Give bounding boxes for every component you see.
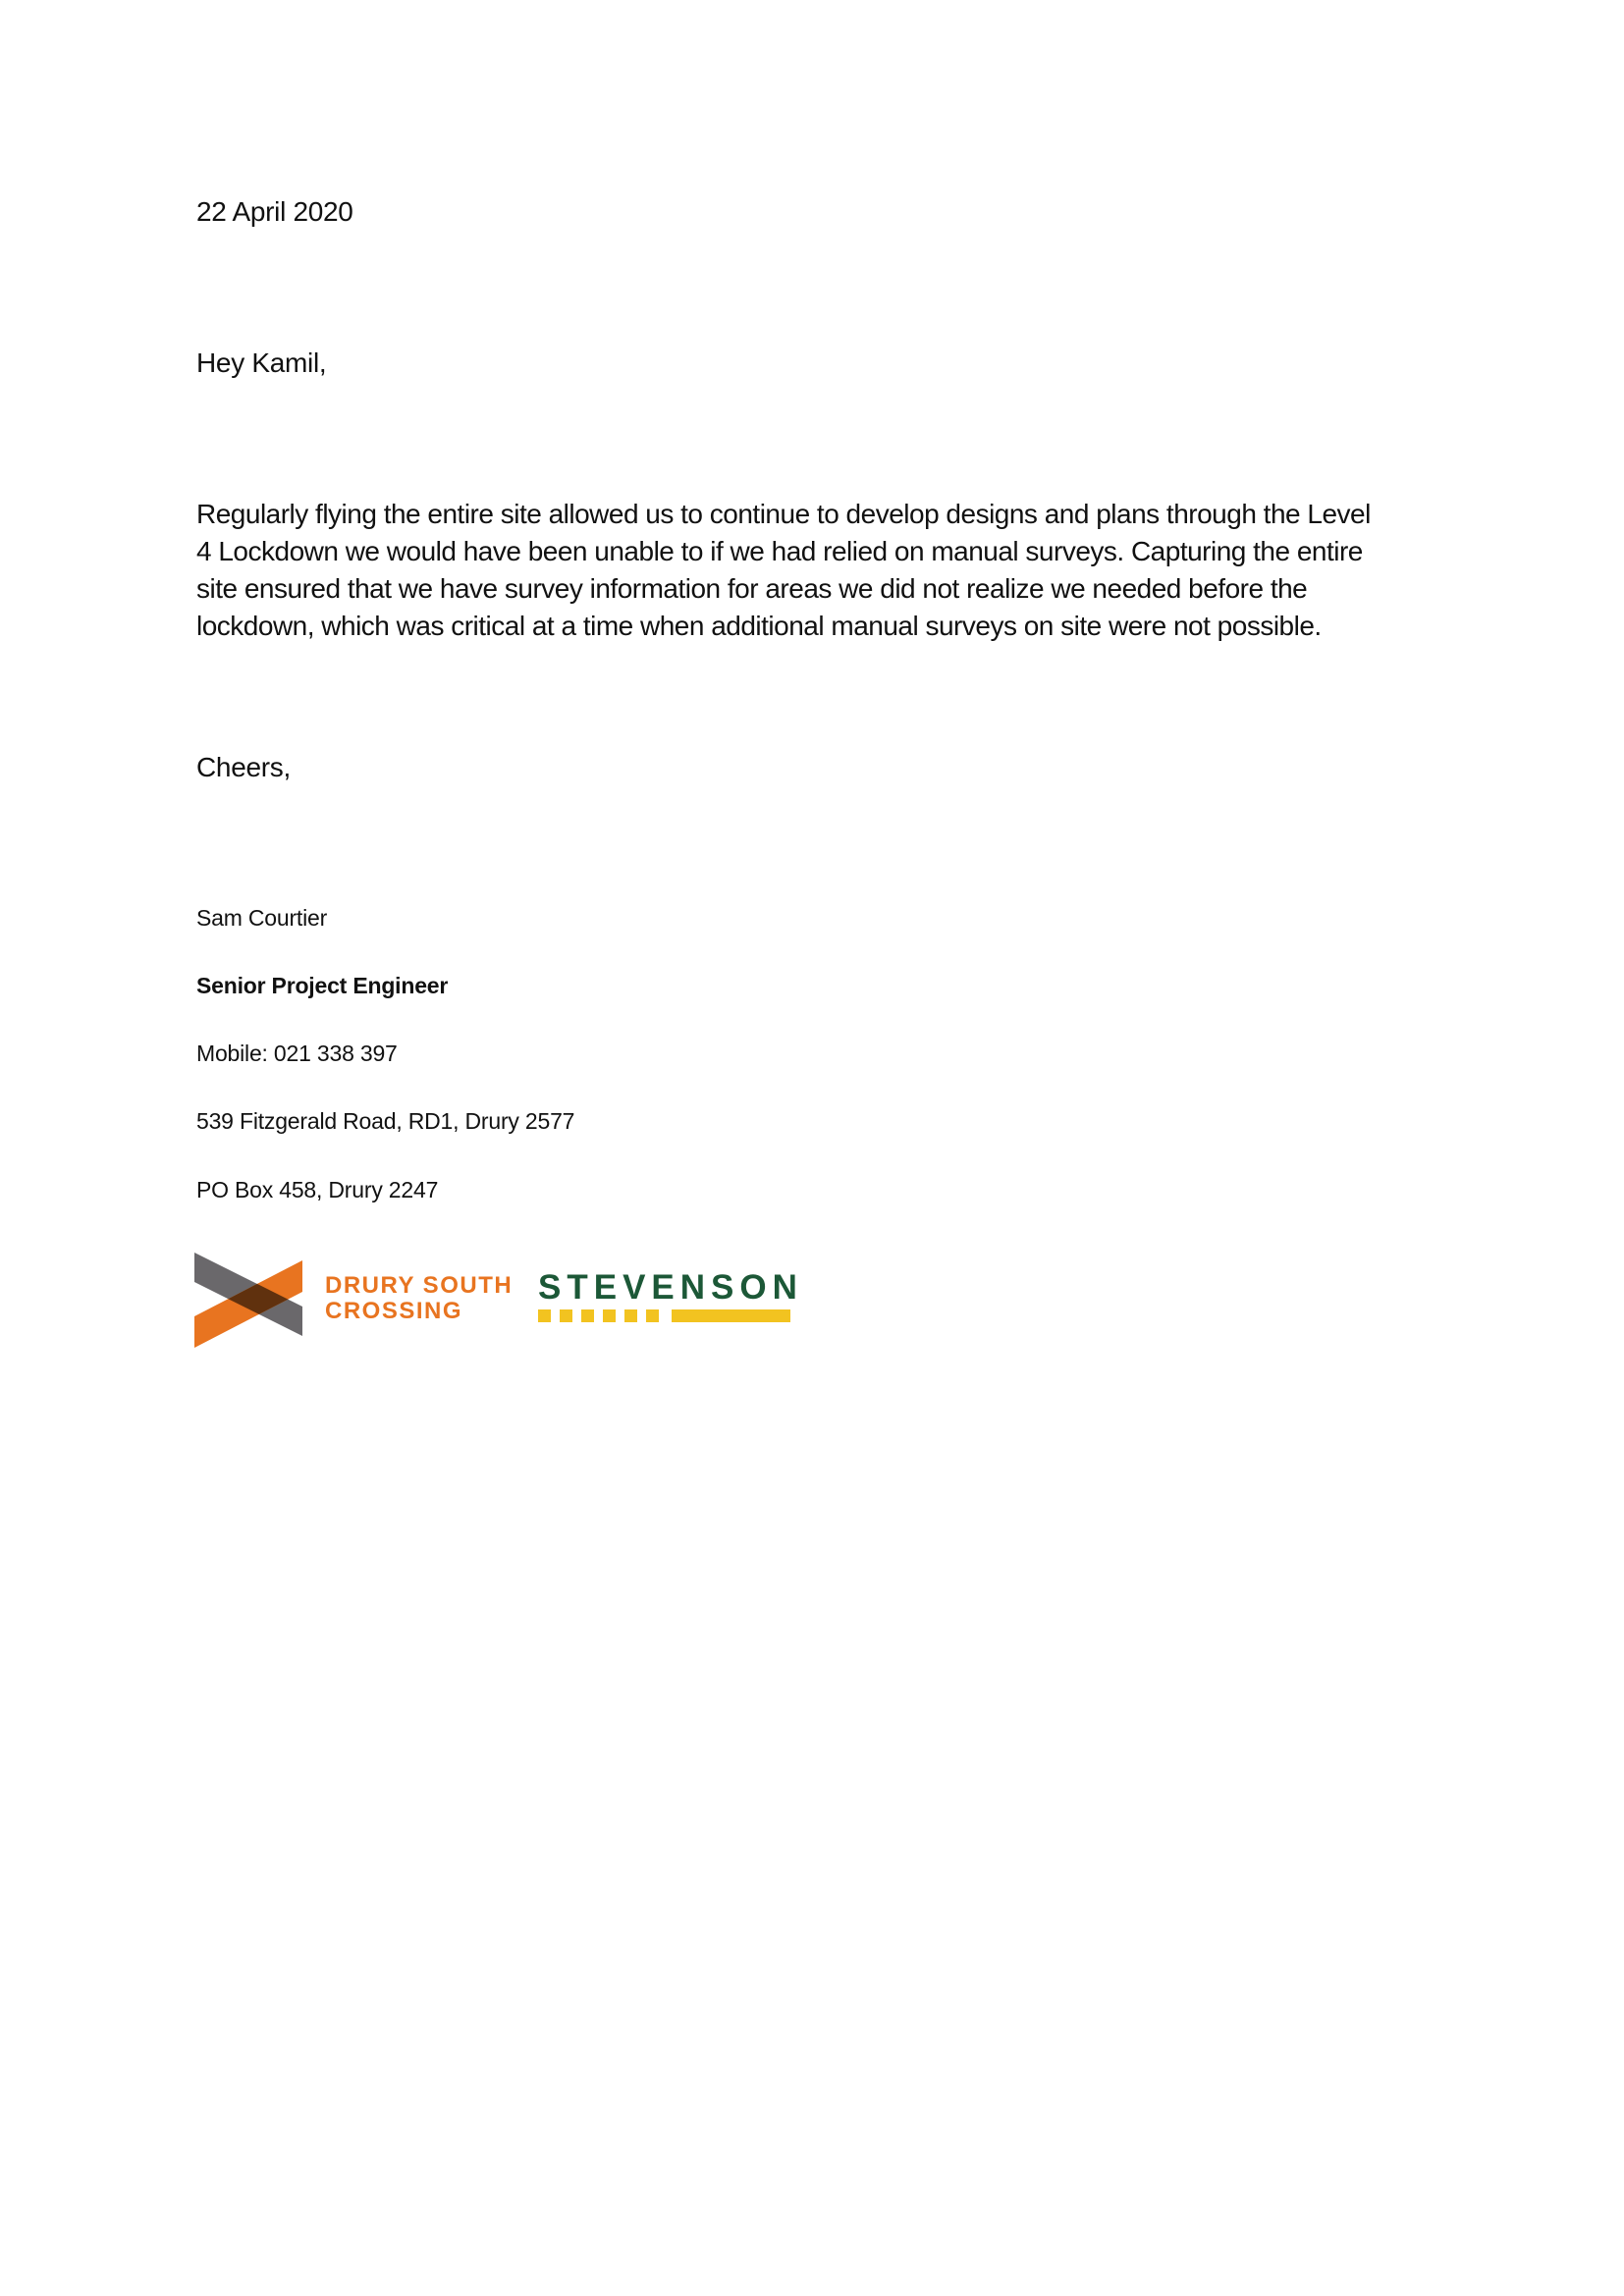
salutation: Hey Kamil, [196, 347, 327, 378]
yellow-square-icon [581, 1309, 594, 1322]
signature-po-box: PO Box 458, Drury 2247 [196, 1177, 439, 1202]
signature-address: 539 Fitzgerald Road, RD1, Drury 2577 [196, 1108, 575, 1134]
letter-date: 22 April 2020 [196, 196, 353, 227]
closing: Cheers, [196, 752, 291, 782]
stevenson-wordmark: STEVENSON [538, 1268, 803, 1307]
yellow-square-icon [646, 1309, 659, 1322]
stevenson-logo [538, 1270, 803, 1322]
body-line-1: Regularly flying the entire site allowed us to continue to develop designs and plans through the Level [196, 499, 1371, 529]
body-line-4: lockdown, which was critical at a time when additional manual surveys on site were not possible. [196, 611, 1322, 641]
signature-name: Sam Courtier [196, 905, 328, 931]
yellow-bar-icon [672, 1309, 790, 1322]
drury-south-crossing-x-icon [194, 1250, 302, 1348]
stevenson-underline-decoration [538, 1309, 803, 1322]
drury-wordmark-line-2: CROSSING [325, 1298, 463, 1324]
signature-title: Senior Project Engineer [196, 973, 449, 998]
yellow-square-icon [560, 1309, 572, 1322]
drury-south-crossing-wordmark [325, 1273, 513, 1324]
body-line-3: site ensured that we have survey information for areas we did not realize we needed before the [196, 573, 1308, 604]
body-line-2: 4 Lockdown we would have been unable to if we had relied on manual surveys. Capturing the entire [196, 536, 1363, 566]
yellow-square-icon [538, 1309, 551, 1322]
yellow-square-icon [624, 1309, 637, 1322]
drury-wordmark-line-1: DRURY SOUTH [325, 1272, 514, 1299]
yellow-square-icon [603, 1309, 616, 1322]
body-paragraph [196, 496, 1371, 645]
signature-mobile: Mobile: 021 338 397 [196, 1041, 398, 1066]
